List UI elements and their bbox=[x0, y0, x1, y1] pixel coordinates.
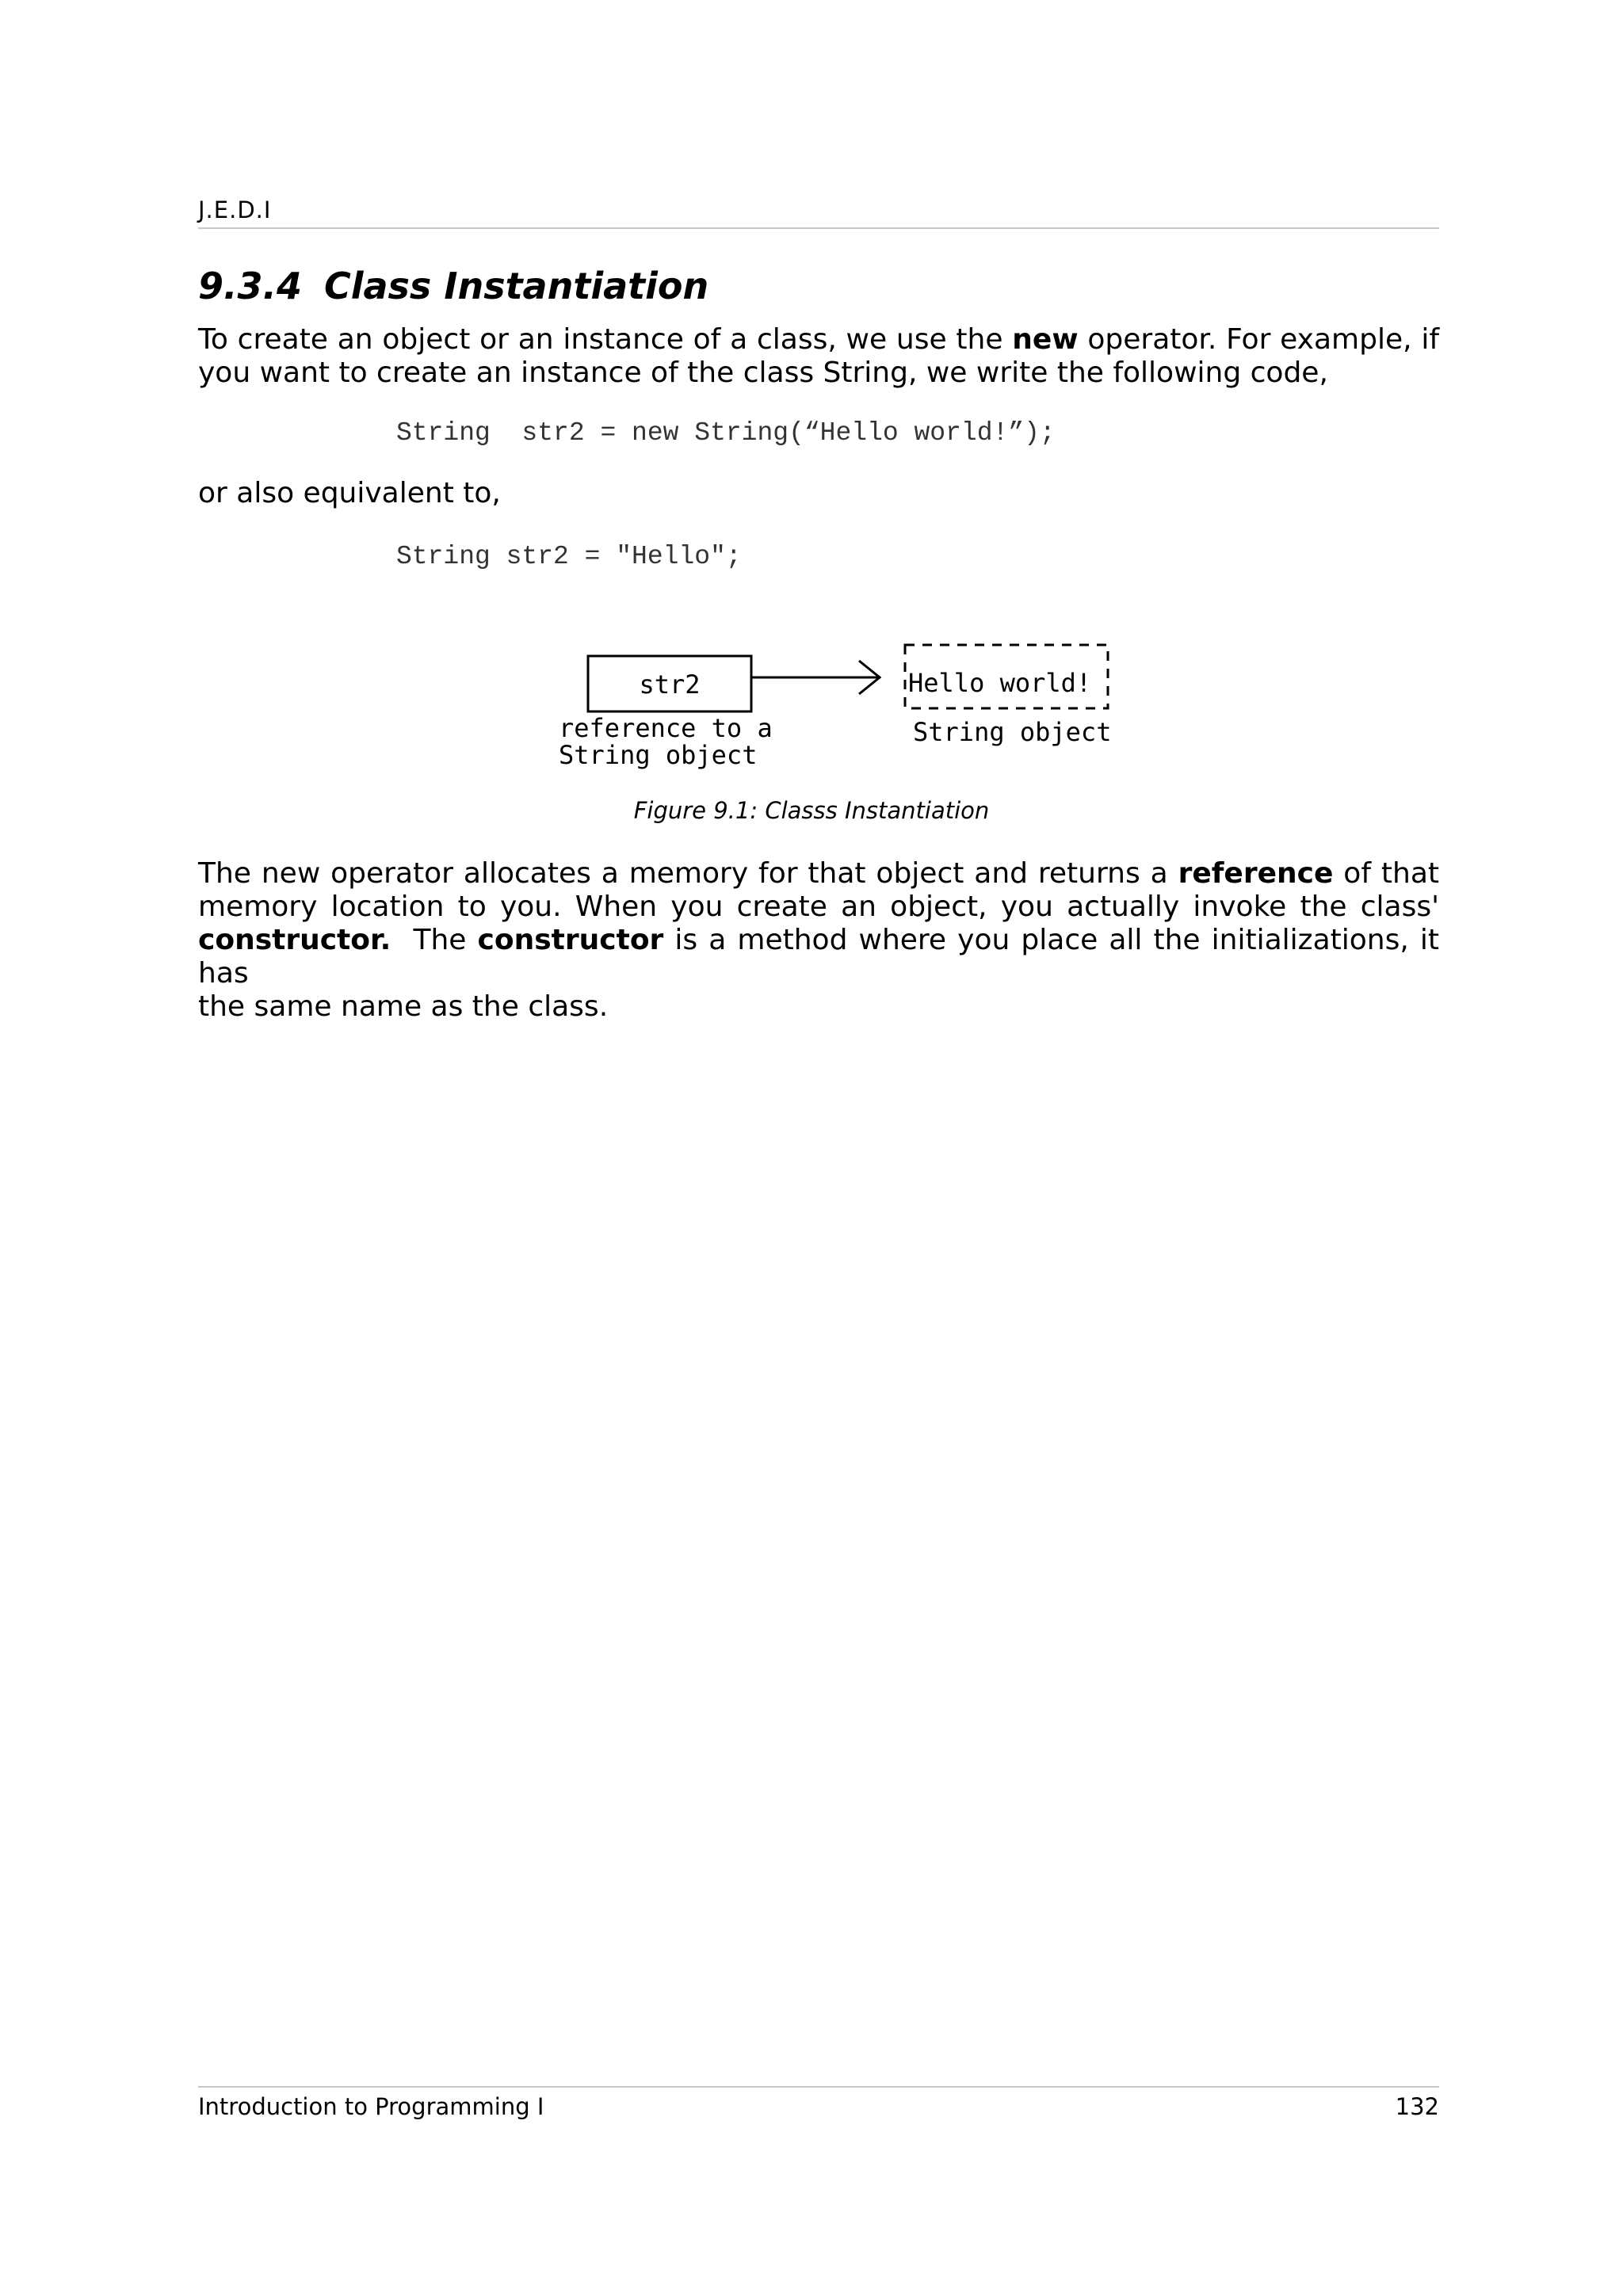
keyword-reference: reference bbox=[1178, 857, 1334, 890]
section-title: Class Instantiation bbox=[323, 265, 709, 307]
reference-caption-line-1: reference to a bbox=[559, 713, 773, 743]
figure-caption: Figure 9.1: Classs Instantiation bbox=[633, 797, 990, 824]
keyword-constructor-2: constructor bbox=[477, 924, 664, 956]
string-object-value: Hello world! bbox=[908, 668, 1092, 698]
intro-line-2: you want to create an instance of the class String, we write the following code, bbox=[198, 357, 1328, 389]
code-example-new-string: String str2 = new String(“Hello world!”); bbox=[396, 418, 1056, 448]
constructor-line-1: The new operator allocates a memory for that object and returns a reference of that bbox=[198, 857, 1439, 890]
intro-line-1: To create an object or an instance of a class, we use the new operator. For example, if bbox=[198, 323, 1439, 356]
running-header: J.E.D.I bbox=[198, 196, 272, 223]
footer-book-title: Introduction to Programming I bbox=[198, 2093, 544, 2120]
section-heading bbox=[198, 265, 708, 307]
constructor-paragraph bbox=[198, 857, 1439, 1024]
keyword-new: new bbox=[1012, 323, 1079, 356]
intro-paragraph bbox=[198, 323, 1439, 390]
section-number: 9.3.4 bbox=[198, 265, 302, 307]
constructor-line-2: memory location to you. When you create an object, you actually invoke the class' bbox=[198, 891, 1439, 923]
instantiation-figure bbox=[555, 634, 1133, 776]
footer-page-number: 132 bbox=[1395, 2093, 1439, 2120]
reference-box-label: str2 bbox=[639, 669, 701, 700]
string-object-label: String object bbox=[913, 717, 1112, 747]
equivalent-paragraph: or also equivalent to, bbox=[198, 477, 501, 509]
header-rule bbox=[198, 227, 1439, 229]
footer-rule bbox=[198, 2086, 1439, 2088]
constructor-line-3: constructor. The constructor is a method where you place all the initializations, it has bbox=[198, 924, 1439, 990]
reference-caption-line-2: String object bbox=[559, 740, 758, 770]
keyword-constructor-1: constructor. bbox=[198, 924, 391, 956]
code-example-literal: String str2 = "Hello"; bbox=[396, 542, 742, 571]
constructor-line-4: the same name as the class. bbox=[198, 990, 609, 1023]
